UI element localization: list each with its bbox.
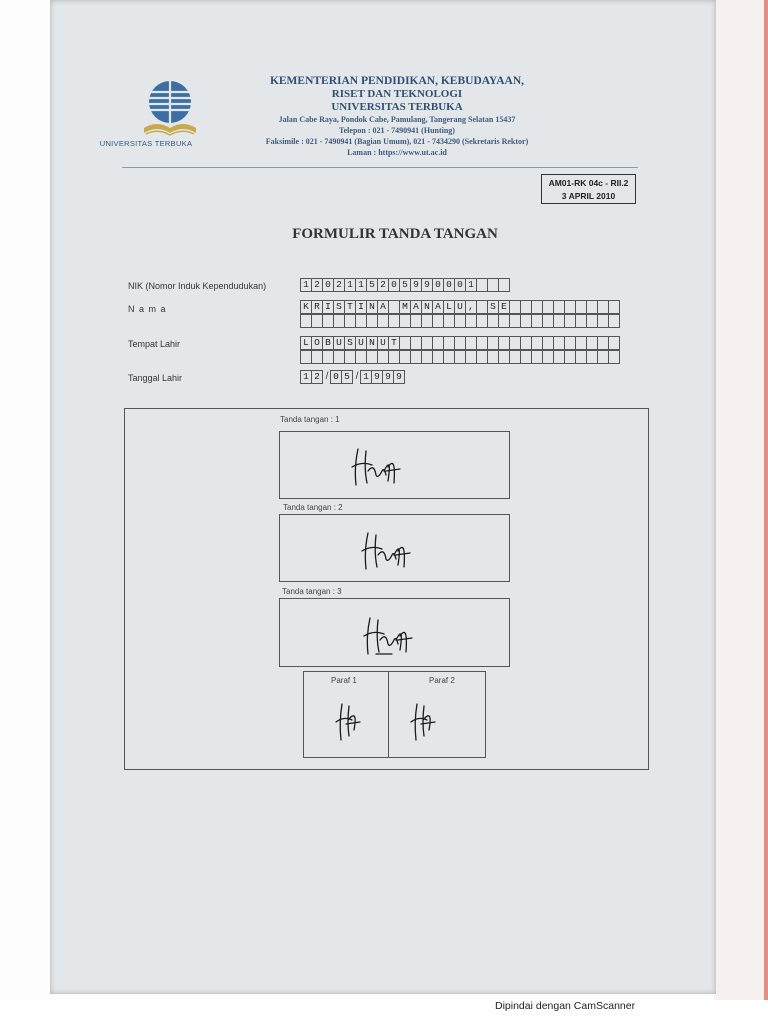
document-code: AM01-RK 04c - RII.2 (548, 178, 629, 188)
char-box: K (300, 300, 312, 314)
char-box: T (344, 300, 356, 314)
char-box: 0 (330, 370, 342, 384)
day-boxes (301, 370, 323, 384)
char-box: 9 (382, 370, 394, 384)
char-box: I (355, 300, 367, 314)
char-box (498, 278, 510, 292)
signature-1-label: Tanda tangan : 1 (280, 415, 340, 424)
char-box: 9 (410, 278, 422, 292)
tempat-lahir-boxes-row1 (301, 336, 620, 350)
paraf-2-label: Paraf 2 (429, 676, 455, 685)
char-box: 0 (432, 278, 444, 292)
char-box: 1 (344, 278, 356, 292)
char-box: 2 (311, 370, 323, 384)
form-title: FORMULIR TANDA TANGAN (292, 226, 498, 242)
ministry-name: KEMENTERIAN PENDIDIKAN, KEBUDAYAAN, (269, 75, 525, 87)
page-backdrop-left (0, 0, 52, 1000)
char-box: 9 (371, 370, 383, 384)
char-box: U (355, 336, 367, 350)
char-box: 9 (393, 370, 405, 384)
char-box: 2 (333, 278, 345, 292)
phone: Telepon : 021 - 7490941 (Hunting) (339, 126, 455, 135)
logo-caption: UNIVERSITAS TERBUKA (99, 139, 193, 148)
char-box: A (410, 300, 422, 314)
char-box (608, 336, 620, 350)
scanner-watermark: Dipindai dengan CamScanner (495, 1000, 636, 1012)
char-box: S (333, 300, 345, 314)
char-box: N (366, 300, 378, 314)
char-box: A (432, 300, 444, 314)
char-box: 5 (399, 278, 411, 292)
char-box: 0 (322, 278, 334, 292)
letterhead (222, 75, 572, 158)
char-box: S (487, 300, 499, 314)
char-box: 5 (341, 370, 353, 384)
char-box: I (322, 300, 334, 314)
nik-label: NIK (Nomor Induk Kependudukan) (128, 281, 267, 291)
nama-boxes-row2 (301, 314, 620, 328)
signature-3-icon (352, 610, 422, 660)
page-backdrop-right (714, 0, 768, 1000)
char-box: 1 (465, 278, 477, 292)
document-date: 3 APRIL 2010 (561, 191, 616, 201)
signature-2-icon (350, 525, 420, 575)
char-box: S (344, 336, 356, 350)
signature-1-icon (340, 441, 410, 491)
char-box: U (454, 300, 466, 314)
char-box: L (443, 300, 455, 314)
char-box: 0 (388, 278, 400, 292)
char-box: 1 (360, 370, 372, 384)
char-box: E (498, 300, 510, 314)
char-box: 1 (300, 278, 312, 292)
char-box: R (311, 300, 323, 314)
char-box: A (377, 300, 389, 314)
char-box: U (333, 336, 345, 350)
website: Laman : https://www.ut.ac.id (347, 148, 447, 157)
date-separator-2: / (355, 371, 359, 382)
nama-label: N a m a (128, 304, 167, 314)
tempat-lahir-boxes-row2 (301, 350, 620, 364)
char-box (608, 300, 620, 314)
month-boxes (331, 370, 353, 384)
char-box: 9 (421, 278, 433, 292)
char-box: 2 (377, 278, 389, 292)
nik-boxes (301, 278, 510, 292)
char-box: 1 (355, 278, 367, 292)
char-box: B (322, 336, 334, 350)
year-boxes (361, 370, 405, 384)
paraf-2-icon (405, 700, 439, 744)
char-box: N (421, 300, 433, 314)
fax: Faksimile : 021 - 7490941 (Bagian Umum), 021 - 7434290 (Sekretaris Rektor) (265, 137, 529, 146)
char-box: M (399, 300, 411, 314)
paraf-1-icon (330, 700, 364, 744)
char-box: U (377, 336, 389, 350)
char-box: O (311, 336, 323, 350)
char-box: , (465, 300, 477, 314)
char-box (608, 350, 620, 364)
tanggal-lahir-label: Tanggal Lahir (128, 373, 183, 383)
letterhead-divider (122, 167, 638, 168)
char-box (608, 314, 620, 328)
address: Jalan Cabe Raya, Pondok Cabe, Pamulang, Tangerang Selatan 15437 (278, 115, 516, 124)
char-box: N (366, 336, 378, 350)
nama-boxes-row1 (301, 300, 620, 314)
paraf-divider (388, 671, 389, 758)
char-box: 0 (443, 278, 455, 292)
char-box: T (388, 336, 400, 350)
signature-2-label: Tanda tangan : 2 (283, 503, 343, 512)
tempat-lahir-label: Tempat Lahir (128, 339, 181, 349)
university-name: UNIVERSITAS TERBUKA (331, 101, 463, 113)
paraf-1-label: Paraf 1 (331, 676, 357, 685)
char-box: 5 (366, 278, 378, 292)
tanggal-lahir-boxes (301, 370, 405, 384)
document-code-box (541, 174, 636, 204)
char-box: 1 (300, 370, 312, 384)
ministry-name-2: RISET DAN TEKNOLOGI (331, 88, 463, 100)
date-separator-1: / (325, 371, 329, 382)
char-box: L (300, 336, 312, 350)
char-box: 0 (454, 278, 466, 292)
char-box: 2 (311, 278, 323, 292)
signature-3-label: Tanda tangan : 3 (282, 587, 342, 596)
